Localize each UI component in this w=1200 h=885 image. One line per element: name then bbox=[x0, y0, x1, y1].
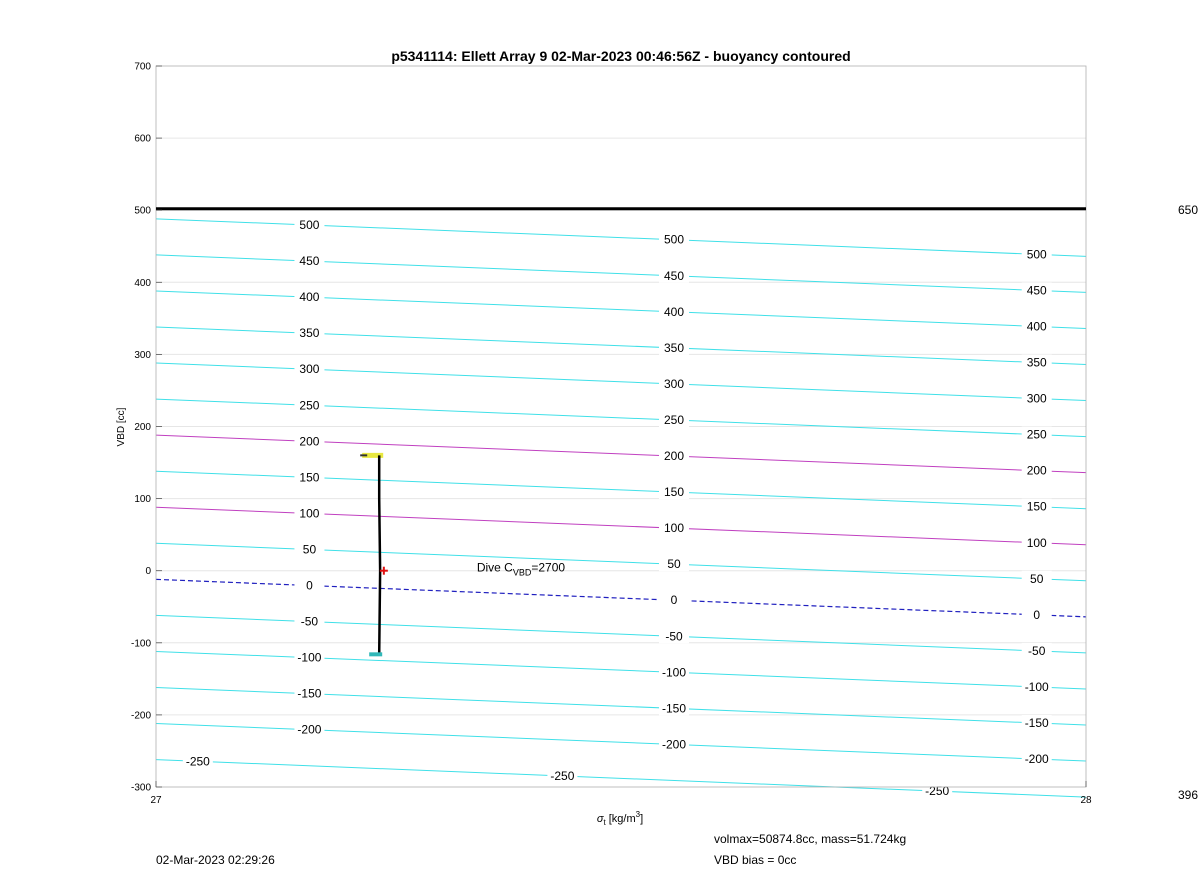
right-bottom-label: 396 bbox=[1178, 788, 1199, 802]
contour-label: 450 bbox=[299, 254, 320, 269]
contour-label: -100 bbox=[661, 665, 687, 680]
x-axis-label bbox=[597, 810, 643, 827]
footer-volmax-mass: volmax=50874.8cc, mass=51.724kg bbox=[714, 832, 907, 846]
contour-label: -250 bbox=[550, 768, 575, 783]
contour-label: 0 bbox=[1033, 607, 1041, 622]
contour-label: 300 bbox=[299, 362, 320, 377]
contour-label: 250 bbox=[663, 412, 685, 427]
contour-label: 300 bbox=[1026, 391, 1047, 406]
y-tick-label: 0 bbox=[145, 566, 151, 578]
x-axis-label-unit-prefix: [kg/m bbox=[608, 813, 636, 825]
contour-label: -150 bbox=[661, 701, 687, 716]
y-tick-label: 100 bbox=[134, 494, 151, 506]
contour-label: 150 bbox=[299, 470, 320, 485]
contour-label: 150 bbox=[1026, 499, 1047, 514]
contour-label: 150 bbox=[663, 485, 685, 500]
right-top-label: 650 bbox=[1178, 203, 1199, 217]
contour-label: 50 bbox=[667, 557, 681, 572]
contour-label: 50 bbox=[1030, 571, 1044, 586]
contour-label: -150 bbox=[1024, 716, 1049, 731]
contour-label: 400 bbox=[1026, 319, 1047, 334]
x-axis-label-subscript: t bbox=[603, 818, 606, 827]
contour-label: 200 bbox=[663, 449, 685, 464]
contour-label: 250 bbox=[299, 398, 320, 413]
contour-label: 400 bbox=[299, 290, 320, 305]
x-axis-label-unit-suffix: ] bbox=[640, 813, 644, 825]
contour-label: -200 bbox=[297, 722, 322, 737]
contour-label: 0 bbox=[306, 578, 313, 593]
contour-label: 350 bbox=[663, 340, 685, 355]
contour-label: 450 bbox=[1026, 283, 1047, 298]
y-tick-label: 300 bbox=[134, 349, 151, 361]
contour-label: 50 bbox=[302, 542, 317, 557]
contour-label: 350 bbox=[1026, 355, 1047, 370]
contour-label: 200 bbox=[299, 434, 320, 449]
contour-label: 500 bbox=[1026, 247, 1047, 262]
contour-label: -200 bbox=[1024, 752, 1049, 767]
contour-label: 400 bbox=[663, 304, 685, 319]
y-tick-label: 200 bbox=[134, 422, 151, 433]
y-tick-label: -200 bbox=[130, 710, 151, 722]
contour-label: 0 bbox=[670, 593, 678, 608]
contour-label: -250 bbox=[925, 784, 950, 799]
x-axis-label-unit-exp: 3 bbox=[635, 810, 641, 819]
contour-labels bbox=[183, 217, 1052, 798]
axis-ticks bbox=[131, 62, 1092, 807]
chart-title: p5341114: Ellett Array 9 02-Mar-2023 00:46:56Z - buoyancy contoured bbox=[391, 48, 851, 64]
contour-label: -50 bbox=[665, 629, 683, 644]
contour-label: 100 bbox=[1026, 535, 1047, 550]
contour-label: -200 bbox=[661, 737, 687, 752]
dive-trace-line bbox=[379, 455, 380, 654]
y-tick-label: -300 bbox=[130, 782, 151, 794]
y-tick-label: 500 bbox=[134, 205, 151, 217]
contour-label: 500 bbox=[299, 218, 320, 233]
contour-label: 350 bbox=[299, 326, 320, 341]
contour-label: -50 bbox=[300, 614, 319, 629]
contour-label: 100 bbox=[663, 521, 685, 536]
contour-label: 500 bbox=[663, 232, 685, 247]
footer-timestamp: 02-Mar-2023 02:29:26 bbox=[156, 853, 275, 867]
contour-label: 200 bbox=[1026, 463, 1047, 478]
contour-label: -100 bbox=[1024, 679, 1049, 694]
x-tick-label: 28 bbox=[1080, 795, 1092, 806]
contour-label: 250 bbox=[1026, 427, 1047, 442]
contour-label: 450 bbox=[663, 268, 685, 283]
y-tick-label: 600 bbox=[134, 133, 151, 145]
y-axis-label: VBD [cc] bbox=[116, 407, 127, 447]
y-tick-label: 700 bbox=[134, 61, 151, 73]
contour-label: -50 bbox=[1028, 643, 1046, 658]
contour-label: 300 bbox=[663, 376, 685, 391]
contour-label: -150 bbox=[297, 686, 322, 701]
contour-label: -100 bbox=[297, 650, 322, 665]
y-tick-label: 400 bbox=[134, 277, 151, 289]
dive-cvbd-annotation: Dive $C_{VBD}=2700$ bbox=[476, 560, 566, 578]
y-tick-label: -100 bbox=[130, 638, 151, 650]
x-axis-label-symbol: σ bbox=[596, 813, 604, 825]
footer-vbd-bias: VBD bias = 0cc bbox=[714, 853, 797, 867]
contour-label: 100 bbox=[299, 506, 320, 521]
contour-label: -250 bbox=[185, 754, 210, 769]
x-tick-label: 27 bbox=[150, 795, 162, 806]
